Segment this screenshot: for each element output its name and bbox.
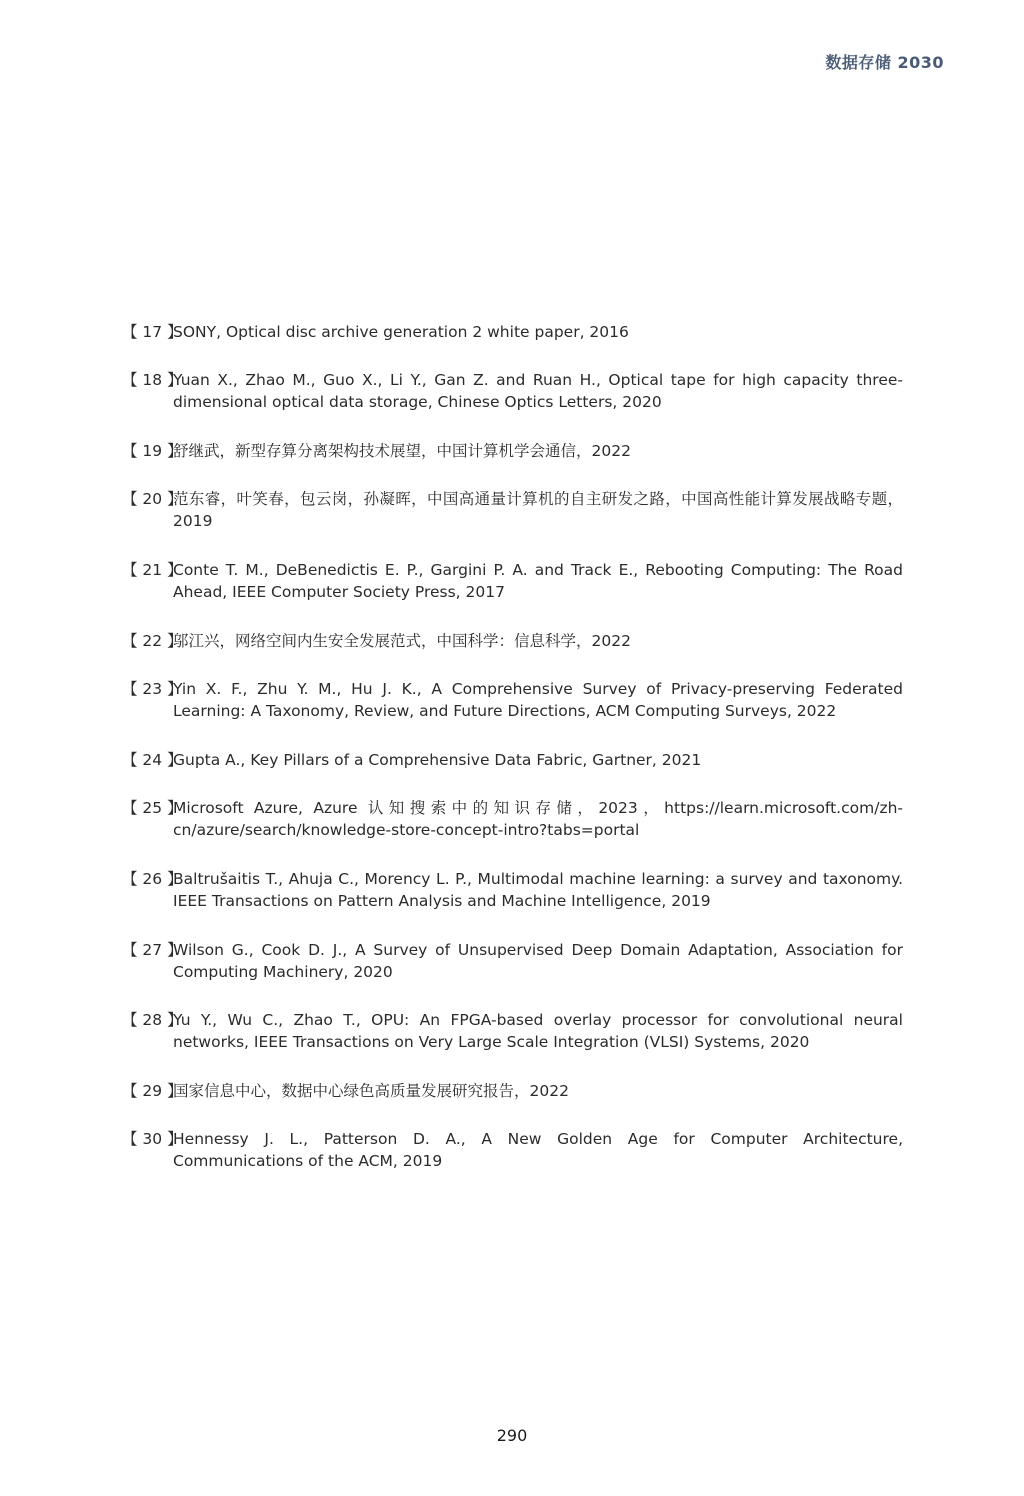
running-header-title: 数据存储 2030: [825, 53, 944, 72]
reference-text: Yu Y., Wu C., Zhao T., OPU: An FPGA-based overlay processor for convolutional neural networks, IEEE Transactions on Very Large Scale Integration (VLSI) Systems, 2020: [173, 1011, 903, 1051]
reference-text: Conte T. M., DeBenedictis E. P., Gargini P. A. and Track E., Rebooting Computing: The Road Ahead, IEEE Computer Society Press, 2017: [173, 561, 903, 601]
reference-item: [122, 678, 903, 722]
page-number: 290: [496, 1426, 528, 1445]
reference-text: Wilson G., Cook D. J., A Survey of Unsupervised Deep Domain Adaptation, Association for Computing Machinery, 2020: [173, 941, 903, 981]
reference-text: Yin X. F., Zhu Y. M., Hu J. K., A Comprehensive Survey of Privacy-preserving Federated Learning: A Taxonomy, Review, and Future Directions, ACM Computing Surveys, 2022: [173, 680, 903, 720]
reference-item: [122, 1128, 903, 1172]
reference-number: 【 26 】: [122, 870, 183, 888]
reference-text: Gupta A., Key Pillars of a Comprehensive Data Fabric, Gartner, 2021: [173, 751, 702, 769]
reference-item: [122, 939, 903, 983]
reference-number: 【 20 】: [122, 490, 183, 508]
reference-item: [122, 749, 903, 771]
reference-text: Microsoft Azure, Azure 认知搜索中的知识存储，2023，https://learn.microsoft.com/zh-cn/azure/search/knowledge-store-concept-intro?tabs=portal: [173, 799, 903, 839]
reference-text: Hennessy J. L., Patterson D. A., A New Golden Age for Computer Architecture, Communications of the ACM, 2019: [173, 1130, 903, 1170]
reference-number: 【 25 】: [122, 799, 183, 817]
reference-number: 【 19 】: [122, 442, 183, 460]
reference-item: [122, 321, 903, 343]
reference-item: [122, 369, 903, 413]
reference-item: [122, 1009, 903, 1053]
reference-item: [122, 797, 903, 841]
reference-item: [122, 630, 903, 652]
reference-number: 【 18 】: [122, 371, 183, 389]
reference-text: Baltrušaitis T., Ahuja C., Morency L. P., Multimodal machine learning: a survey and taxonomy. IEEE Transactions on Pattern Analysis and Machine Intelligence, 2019: [173, 870, 903, 910]
reference-text: Yuan X., Zhao M., Guo X., Li Y., Gan Z. and Ruan H., Optical tape for high capacity three-dimensional optical data storage, Chinese Optics Letters, 2020: [173, 371, 903, 411]
reference-number: 【 29 】: [122, 1082, 183, 1100]
reference-item: [122, 559, 903, 603]
reference-number: 【 24 】: [122, 751, 183, 769]
reference-item: [122, 868, 903, 912]
reference-number: 【 22 】: [122, 632, 183, 650]
reference-list: [122, 321, 903, 1172]
reference-item: [122, 440, 903, 462]
reference-item: [122, 488, 903, 532]
reference-number: 【 21 】: [122, 561, 183, 579]
reference-number: 【 23 】: [122, 680, 183, 698]
reference-number: 【 27 】: [122, 941, 183, 959]
reference-text: 舒继武，新型存算分离架构技术展望，中国计算机学会通信，2022: [173, 442, 631, 460]
reference-text: 邬江兴，网络空间内生安全发展范式，中国科学：信息科学，2022: [173, 632, 631, 650]
reference-text: 范东睿，叶笑春，包云岗，孙凝晖，中国高通量计算机的自主研发之路，中国高性能计算发展战略专题，2019: [173, 490, 903, 530]
reference-item: [122, 1080, 903, 1102]
reference-number: 【 17 】: [122, 323, 183, 341]
reference-number: 【 30 】: [122, 1130, 183, 1148]
reference-number: 【 28 】: [122, 1011, 183, 1029]
reference-text: 国家信息中心，数据中心绿色高质量发展研究报告，2022: [173, 1082, 569, 1100]
reference-text: SONY, Optical disc archive generation 2 white paper, 2016: [173, 323, 629, 341]
